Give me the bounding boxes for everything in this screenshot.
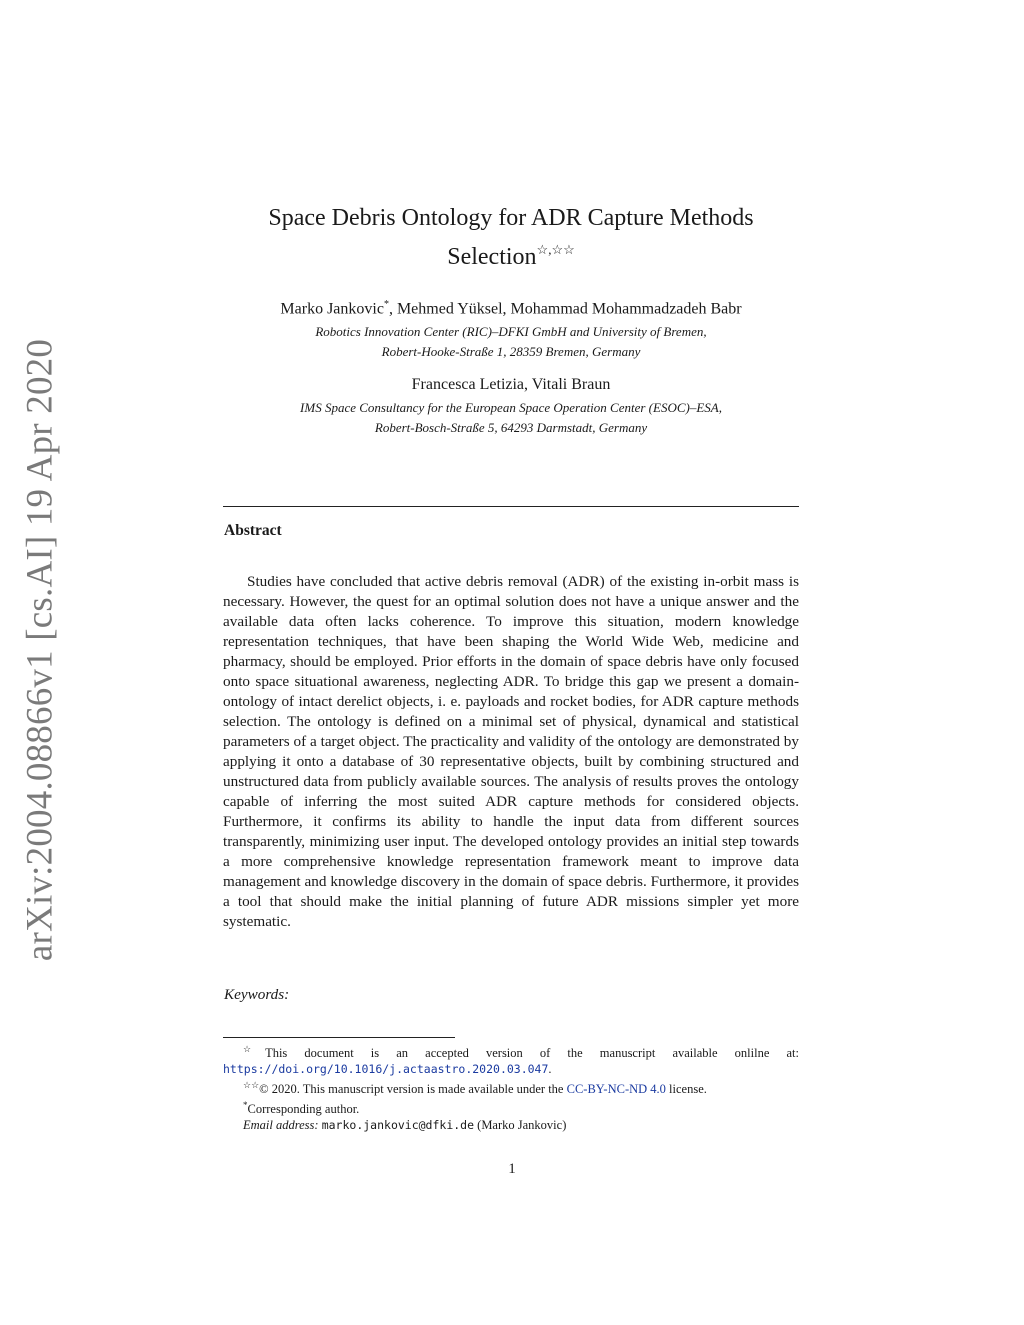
affiliation-2-line-2: Robert-Bosch-Straße 5, 64293 Darmstadt, Germany (374, 420, 648, 436)
footnote-rule (223, 1037, 455, 1038)
affiliation-2-line-1: IMS Space Consultancy for the European Space Operation Center (ESOC)–ESA, (300, 400, 722, 416)
abstract-heading: Abstract (224, 522, 282, 539)
affiliation-1 (223, 322, 799, 362)
footnote-2-text: © 2020. This manuscript version is made available under the (259, 1082, 564, 1097)
email-owner: (Marko Jankovic) (477, 1118, 567, 1133)
doi-link[interactable]: https://doi.org/10.1016/j.actaastro.2020.03.047 (223, 1062, 549, 1077)
title-footnote-marks[interactable]: ☆,☆☆ (536, 242, 575, 257)
footnote-2-end: license. (669, 1082, 707, 1097)
footnote-1-mark: ☆ (243, 1044, 266, 1054)
author-name: Marko Jankovic (280, 300, 384, 318)
author-names-rest: , Mehmed Yüksel, Mohammad Mohammadzadeh Babr (388, 300, 742, 318)
license-link[interactable]: CC-BY-NC-ND 4.0 (566, 1082, 666, 1097)
footnote-1-end: . (548, 1062, 552, 1077)
footnote-2-mark: ☆☆ (243, 1080, 260, 1091)
keywords-label: Keywords: (224, 986, 290, 1003)
title-line-1: Space Debris Ontology for ADR Capture Methods (268, 205, 754, 231)
page-number: 1 (508, 1161, 516, 1177)
footnote-3-text: Corresponding author. (247, 1102, 360, 1117)
paper-title (223, 203, 799, 273)
footnote-3 (223, 1097, 799, 1117)
author-list-1 (223, 299, 799, 318)
footnote-1 (223, 1041, 799, 1077)
email-address[interactable]: marko.jankovic@dfki.de (321, 1118, 475, 1133)
footnote-2 (223, 1077, 799, 1097)
arxiv-identifier-stamp: arXiv:2004.08866v1 [cs.AI] 19 Apr 2020 (19, 338, 61, 962)
affiliation-2 (223, 398, 799, 438)
footnotes (223, 1041, 799, 1133)
abstract-top-rule (223, 506, 799, 507)
author-list-2: Francesca Letizia, Vitali Braun (411, 376, 611, 394)
footnote-email (223, 1117, 799, 1133)
title-block (223, 203, 799, 438)
title-line-2: Selection (447, 244, 537, 270)
corresponding-author-mark[interactable]: * (383, 299, 389, 310)
abstract-text: Studies have concluded that active debris removal (ADR) of the existing in-orbit mass is necessary. However, the quest for an optimal solution does not have a unique answer and the available data often lacks coherence. To improve this situation, modern knowledge representation techniques, that have been shaping the World Wide Web, medicine and pharmacy, should be employed. Prior efforts in the domain of space debris have only focused onto space situational awareness, neglecting ADR. To bridge this gap we present a domain-ontology of intact derelict objects, i. e. payloads and rocket bodies, for ADR capture methods selection. The ontology is defined on a minimal set of physical, dynamical and statistical parameters of a target object. The practicality and validity of the ontology are demonstrated by applying it onto a database of 30 representative objects, built by combining structured and unstructured data from publicly available sources. The analysis of results proves the ontology capable of inferring the most suited ADR capture methods for considered objects. Furthermore, it confirms its ability to handle the input data from different sources transparently, minimizing user input. The developed ontology provides an initial step towards a more comprehensive knowledge representation framework meant to improve data management and knowledge discovery in the domain of space debris. Furthermore, it provides a tool that should make the initial planning of future ADR missions simpler yet more systematic. (223, 573, 799, 930)
footnote-3-mark: * (243, 1100, 248, 1111)
footnote-1-text: This document is an accepted version of the manuscript available onlilne at: (265, 1046, 799, 1061)
affiliation-1-line-2: Robert-Hooke-Straße 1, 28359 Bremen, Germany (381, 344, 641, 360)
affiliation-1-line-1: Robotics Innovation Center (RIC)–DFKI GmbH and University of Bremen, (315, 324, 707, 340)
email-label: Email address: (243, 1118, 319, 1133)
